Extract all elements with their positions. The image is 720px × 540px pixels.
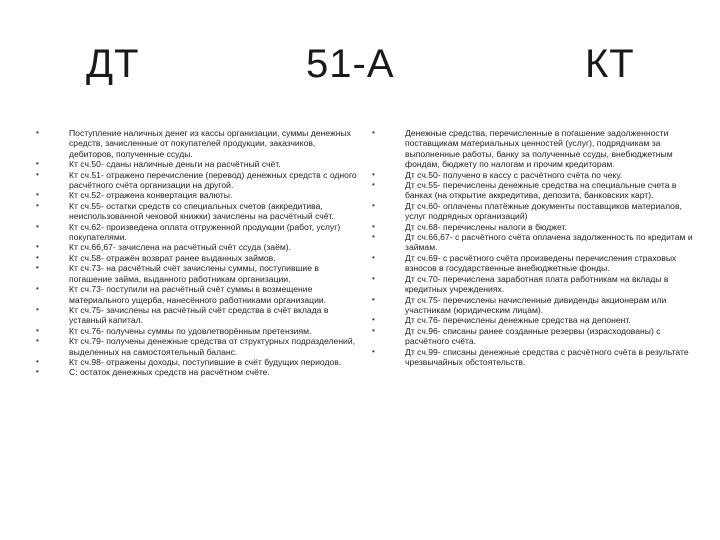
debit-item: • Кт сч.73- поступили на расчётный счёт суммы в возмещение материального ущерба, нанесённого работниками организации. [36, 284, 362, 305]
debit-item: • Кт сч.51- отражено перечисление (перевод) денежных средств с одного расчётного счёта организации на другой. [36, 170, 362, 191]
debit-heading: ДТ [86, 42, 140, 86]
credit-list [372, 128, 702, 367]
credit-item: • Дт сч.60- оплачены платёжные документы поставщиков материалов, услуг подрядных организаций) [372, 201, 702, 222]
debit-item: • Поступление наличных денег из кассы организации, суммы денежных средств, зачисленные от покупателей продукции, заказчиков, дебиторов, полученные ссуды. [36, 128, 362, 159]
credit-item: • Дт сч.96- списаны ранее созданные резервы (израсходованы) с расчётного счёта. [372, 326, 702, 347]
debit-item: • Кт сч.79- получены денежные средства от структурных подразделений, выделенных на самостоятельный баланс. [36, 336, 362, 357]
debit-item: • Кт сч.50- сданы наличные деньги на расчётный счёт. [36, 159, 362, 169]
debit-item: • С: остаток денежных средств на расчётном счёте. [36, 367, 362, 377]
credit-item: • Дт сч.55- перечислены денежные средства на специальные счета в банках (на открытие аккредитива, депозита, банковских карт). [372, 180, 702, 201]
credit-item: • Дт сч.66,67- с расчётного счёта оплачена задолженность по кредитам и займам. [372, 232, 702, 253]
credit-item: • Дт сч.76- перечислены денежные средства на депонент. [372, 315, 702, 325]
debit-item: • Кт сч.55- остатки средств со специальных счетов (аккредитива, неиспользованной чековой книжки) зачислены на расчётный счёт. [36, 201, 362, 222]
credit-item: • Денежные средства, перечисленные в погашение задолженности поставщикам материальных ценностей (услуг), подрядчикам за выполненные работы, банку за полученные ссуды, внебюджетным фондам, бюджету по налогам и прочим кредиторам. [372, 128, 702, 170]
credit-item: • Дт сч.50- получено в кассу с расчётного счёта по чеку. [372, 170, 702, 180]
credit-item: • Дт сч.99- списаны денежные средства с расчётного счёта в результате чрезвычайных обстоятельств. [372, 347, 702, 368]
debit-item: • Кт сч.73- на расчётный счёт зачислены суммы, поступившие в погашение займа, выданного работникам организации. [36, 263, 362, 284]
credit-heading: КТ [585, 42, 635, 86]
debit-list [36, 128, 362, 378]
debit-item: • Кт сч.76- получены суммы по удовлетворённым претензиям. [36, 326, 362, 336]
credit-item: • Дт сч.69- с расчётного счёта произведены перечисления страховых взносов в государственные внебюджетные фонды. [372, 253, 702, 274]
credit-item: • Дт сч.75- перечислены начисленные дивиденды акционерам или участникам (юридическим лицам). [372, 295, 702, 316]
credit-item: • Дт сч.70- перечислена заработная плата работникам на вклады в кредитных учреждениях. [372, 274, 702, 295]
debit-item: • Кт сч.58- отражён возврат ранее выданных займов. [36, 253, 362, 263]
credit-item: • Дт сч.68- перечислены налоги в бюджет. [372, 222, 702, 232]
debit-item: • Кт сч.52- отражена конвертация валюты. [36, 190, 362, 200]
debit-item: • Кт сч.98- отражены доходы, поступившие в счёт будущих периодов. [36, 357, 362, 367]
debit-item: • Кт сч.66,67- зачислена на расчётный счёт ссуда (заём). [36, 242, 362, 252]
debit-item: • Кт сч.62- произведена оплата отгруженной продукции (работ, услуг) покупателями. [36, 222, 362, 243]
account-title: 51-А [306, 42, 395, 86]
debit-item: • Кт сч.75- зачислены на расчётный счёт средства в счёт вклада в уставный капитал. [36, 305, 362, 326]
